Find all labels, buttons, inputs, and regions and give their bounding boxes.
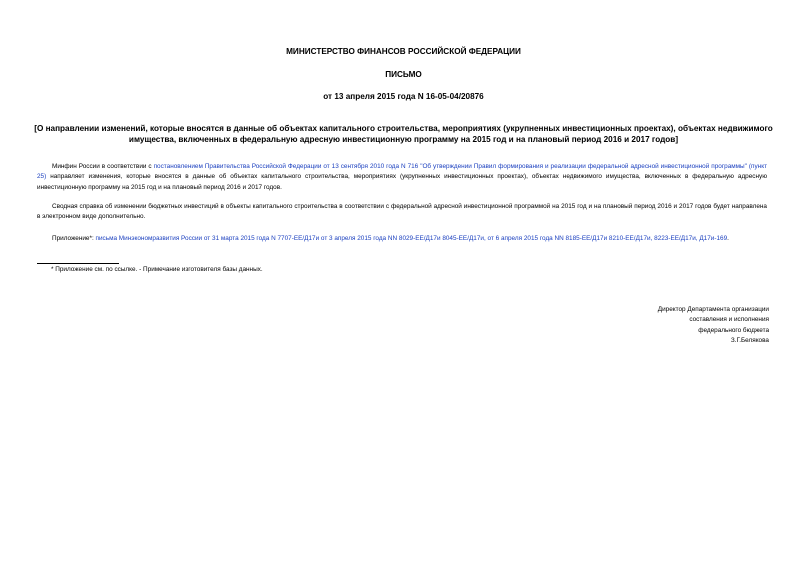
attachment-link[interactable]: письма Минэкономразвития России от 31 марта 2015 года N 7707-ЕЕ/Д17и от 3 апреля 2015 года NN 8029-ЕЕ/Д17и 8045-ЕЕ/Д17и, от 6 апреля 2015 года NN 8185-ЕЕ/Д17и 8210-ЕЕ/Д17и, 8223-ЕЕ/Д17и, Д17и-169 [95, 235, 728, 242]
paragraph-2: Сводная справка об изменении бюджетных инвестиций в объекты капитального строительства в соответствии с федеральной адресной инвестиционной программой на 2015 год и на плановый период 2016 и 2017 годов будет направлена в электронном виде дополнительно. [37, 203, 767, 221]
attachment-prefix: Приложение*: [52, 235, 96, 242]
attachment-suffix: . [727, 235, 729, 242]
document-type: ПИСЬМО [385, 70, 422, 79]
signature-title-line-1: Директор Департамента организации [657, 306, 769, 313]
resolution-link[interactable]: постановлением Правительства Российской Федерации от 13 сентября 2010 года N 716 "Об утверждении Правил формирования и реализации федеральной адресной инвестиционной программы" [153, 163, 747, 170]
paragraph-1 [37, 162, 767, 193]
paragraph-1-suffix: направляет изменения, которые вносятся в данные об объектах капитального строительства, мероприятиях (укрупненных инвестиционных проектах), объектах недвижимого имущества, включенных в федеральную адресную инвестиционную программу на 2015 год и на плановый период 2016 и 2017 годов. [37, 173, 767, 191]
signature-title-line-3: федерального бюджета [698, 326, 769, 334]
document-date-number: от 13 апреля 2015 года N 16-05-04/20876 [323, 92, 484, 101]
signatory-name: З.Г.Белякова [730, 336, 769, 344]
paragraph-attachment [37, 234, 767, 244]
ministry-heading: МИНИСТЕРСТВО ФИНАНСОВ РОССИЙСКОЙ ФЕДЕРАЦИИ [286, 47, 521, 56]
signature-block [658, 305, 769, 346]
footnote: * Приложение см. по ссылке. - Примечание изготовителя базы данных. [51, 266, 263, 273]
signature-title-line-2: составления и исполнения [689, 316, 769, 324]
clause-link[interactable]: (пункт 25) [37, 163, 767, 181]
document-subject: [О направлении изменений, которые вносятся в данные об объектах капитального строительства, мероприятиях (укрупненных инвестиционных проектах), объектах недвижимого имущества, включенных в федеральную адресную инвестиционную программу на 2015 год и на плановый период 2016 и 2017 годов] [34, 124, 773, 144]
footnote-divider [37, 263, 119, 264]
paragraph-1-prefix: Минфин России в соответствии с [52, 163, 154, 170]
